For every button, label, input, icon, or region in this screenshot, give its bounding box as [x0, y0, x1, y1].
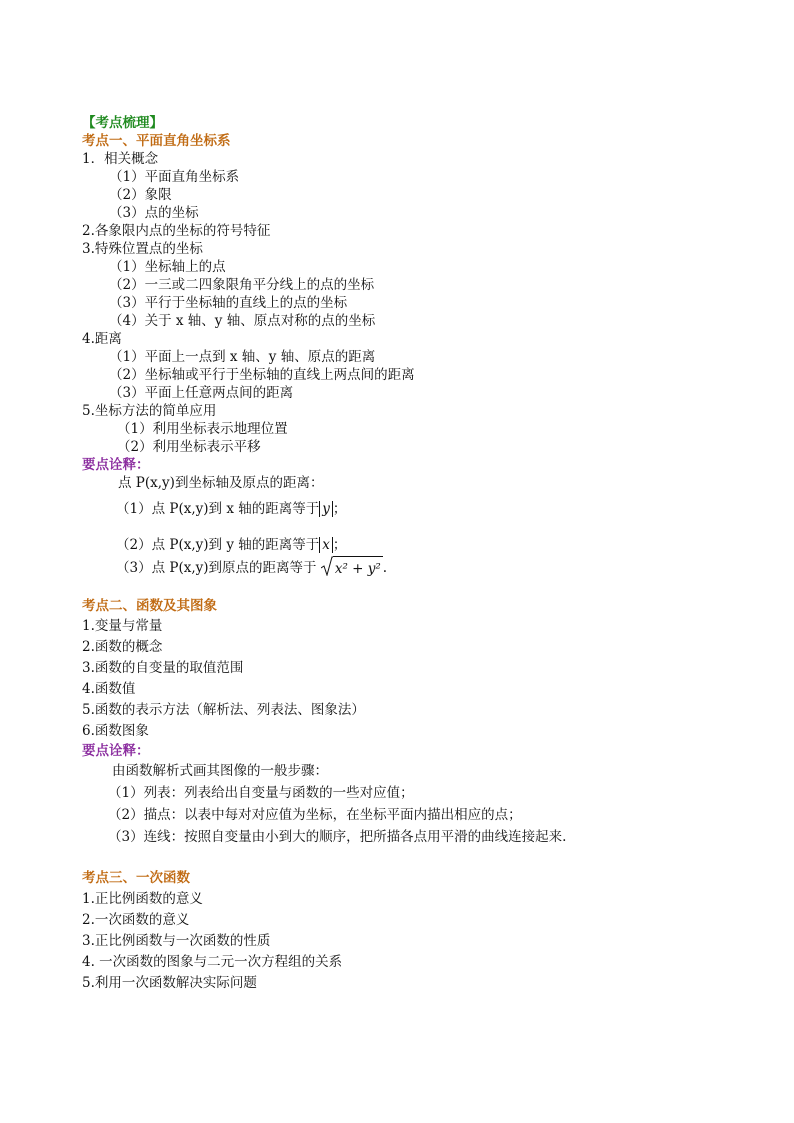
- note-line-3: [82, 556, 722, 580]
- list-item: （2）象限: [109, 187, 172, 203]
- radical-sign-icon: [321, 556, 333, 576]
- list-item: 1.变量与常量: [82, 618, 163, 634]
- list-item: （2）利用坐标表示平移: [117, 439, 261, 455]
- list-item: 4.函数值: [82, 681, 136, 697]
- document-page: [82, 114, 722, 994]
- semicolon: ；: [332, 537, 347, 553]
- section-header: 【考点梳理】: [82, 115, 163, 131]
- note-text: （3）点 P(x,y)到原点的距离等于: [116, 560, 317, 576]
- list-item: （2）一三或二四象限角平分线上的点的坐标: [109, 277, 375, 293]
- note-step: （2）描点：以表中每对对应值为坐标，在坐标平面内描出相应的点；: [108, 807, 522, 823]
- list-item: （4）关于 x 轴、y 轴、原点对称的点的坐标: [109, 313, 376, 329]
- list-item: 4. 一次函数的图象与二元一次方程组的关系: [82, 954, 343, 970]
- list-item: 6.函数图象: [82, 723, 149, 739]
- list-item: 4.距离: [82, 331, 122, 347]
- list-item: 3.正比例函数与一次函数的性质: [82, 933, 271, 949]
- section-title-1: 考点一、平面直角坐标系: [82, 133, 231, 149]
- list-item: 3.函数的自变量的取值范围: [82, 660, 244, 676]
- list-item: （3）平面上任意两点间的距离: [109, 385, 294, 401]
- list-item: 3.特殊位置点的坐标: [82, 241, 203, 257]
- list-item: （3）点的坐标: [109, 205, 199, 221]
- section-title-3: 考点三、一次函数: [82, 870, 190, 886]
- radicand: x² + y²: [333, 556, 383, 581]
- list-item: 1.正比例函数的意义: [82, 891, 203, 907]
- semicolon: ；: [332, 501, 347, 517]
- list-item: （1）平面直角坐标系: [109, 169, 240, 185]
- list-item: （3）平行于坐标轴的直线上的点的坐标: [109, 295, 348, 311]
- note-text: （2）点 P(x,y)到 y 轴的距离等于: [116, 537, 320, 553]
- abs-y-formula: y: [319, 501, 333, 517]
- list-item: 5.坐标方法的简单应用: [82, 403, 217, 419]
- note-line-2: [82, 534, 722, 556]
- note-title: 要点诠释：: [82, 457, 150, 473]
- note-step: （1）列表：列表给出自变量与函数的一些对应值；: [108, 785, 414, 801]
- note-line-1: [82, 498, 722, 520]
- abs-x-formula: x: [319, 537, 333, 553]
- list-item: （1）坐标轴上的点: [109, 259, 226, 275]
- list-item: 5.函数的表示方法（解析法、列表法、图象法）: [82, 702, 365, 718]
- note-intro: 点 P(x,y)到坐标轴及原点的距离：: [118, 475, 324, 491]
- list-item: 2.各象限内点的坐标的符号特征: [82, 223, 271, 239]
- list-item: 1．相关概念: [82, 151, 159, 167]
- list-item: 2.一次函数的意义: [82, 912, 190, 928]
- note-title: 要点诠释：: [82, 743, 150, 759]
- list-item: 5.利用一次函数解决实际问题: [82, 975, 257, 991]
- list-item: （2）坐标轴或平行于坐标轴的直线上两点间的距离: [109, 367, 415, 383]
- note-text: （1）点 P(x,y)到 x 轴的距离等于: [116, 501, 320, 517]
- list-item: 2.函数的概念: [82, 639, 163, 655]
- note-intro: 由函数解析式画其图像的一般步骤：: [112, 763, 328, 779]
- period: .: [382, 560, 388, 576]
- section-title-2: 考点二、函数及其图象: [82, 598, 217, 614]
- note-step: （3）连线：按照自变量由小到大的顺序，把所描各点用平滑的曲线连接起来.: [108, 829, 567, 845]
- sqrt-formula: [321, 556, 383, 581]
- list-item: （1）平面上一点到 x 轴、y 轴、原点的距离: [109, 349, 376, 365]
- list-item: （1）利用坐标表示地理位置: [117, 421, 288, 437]
